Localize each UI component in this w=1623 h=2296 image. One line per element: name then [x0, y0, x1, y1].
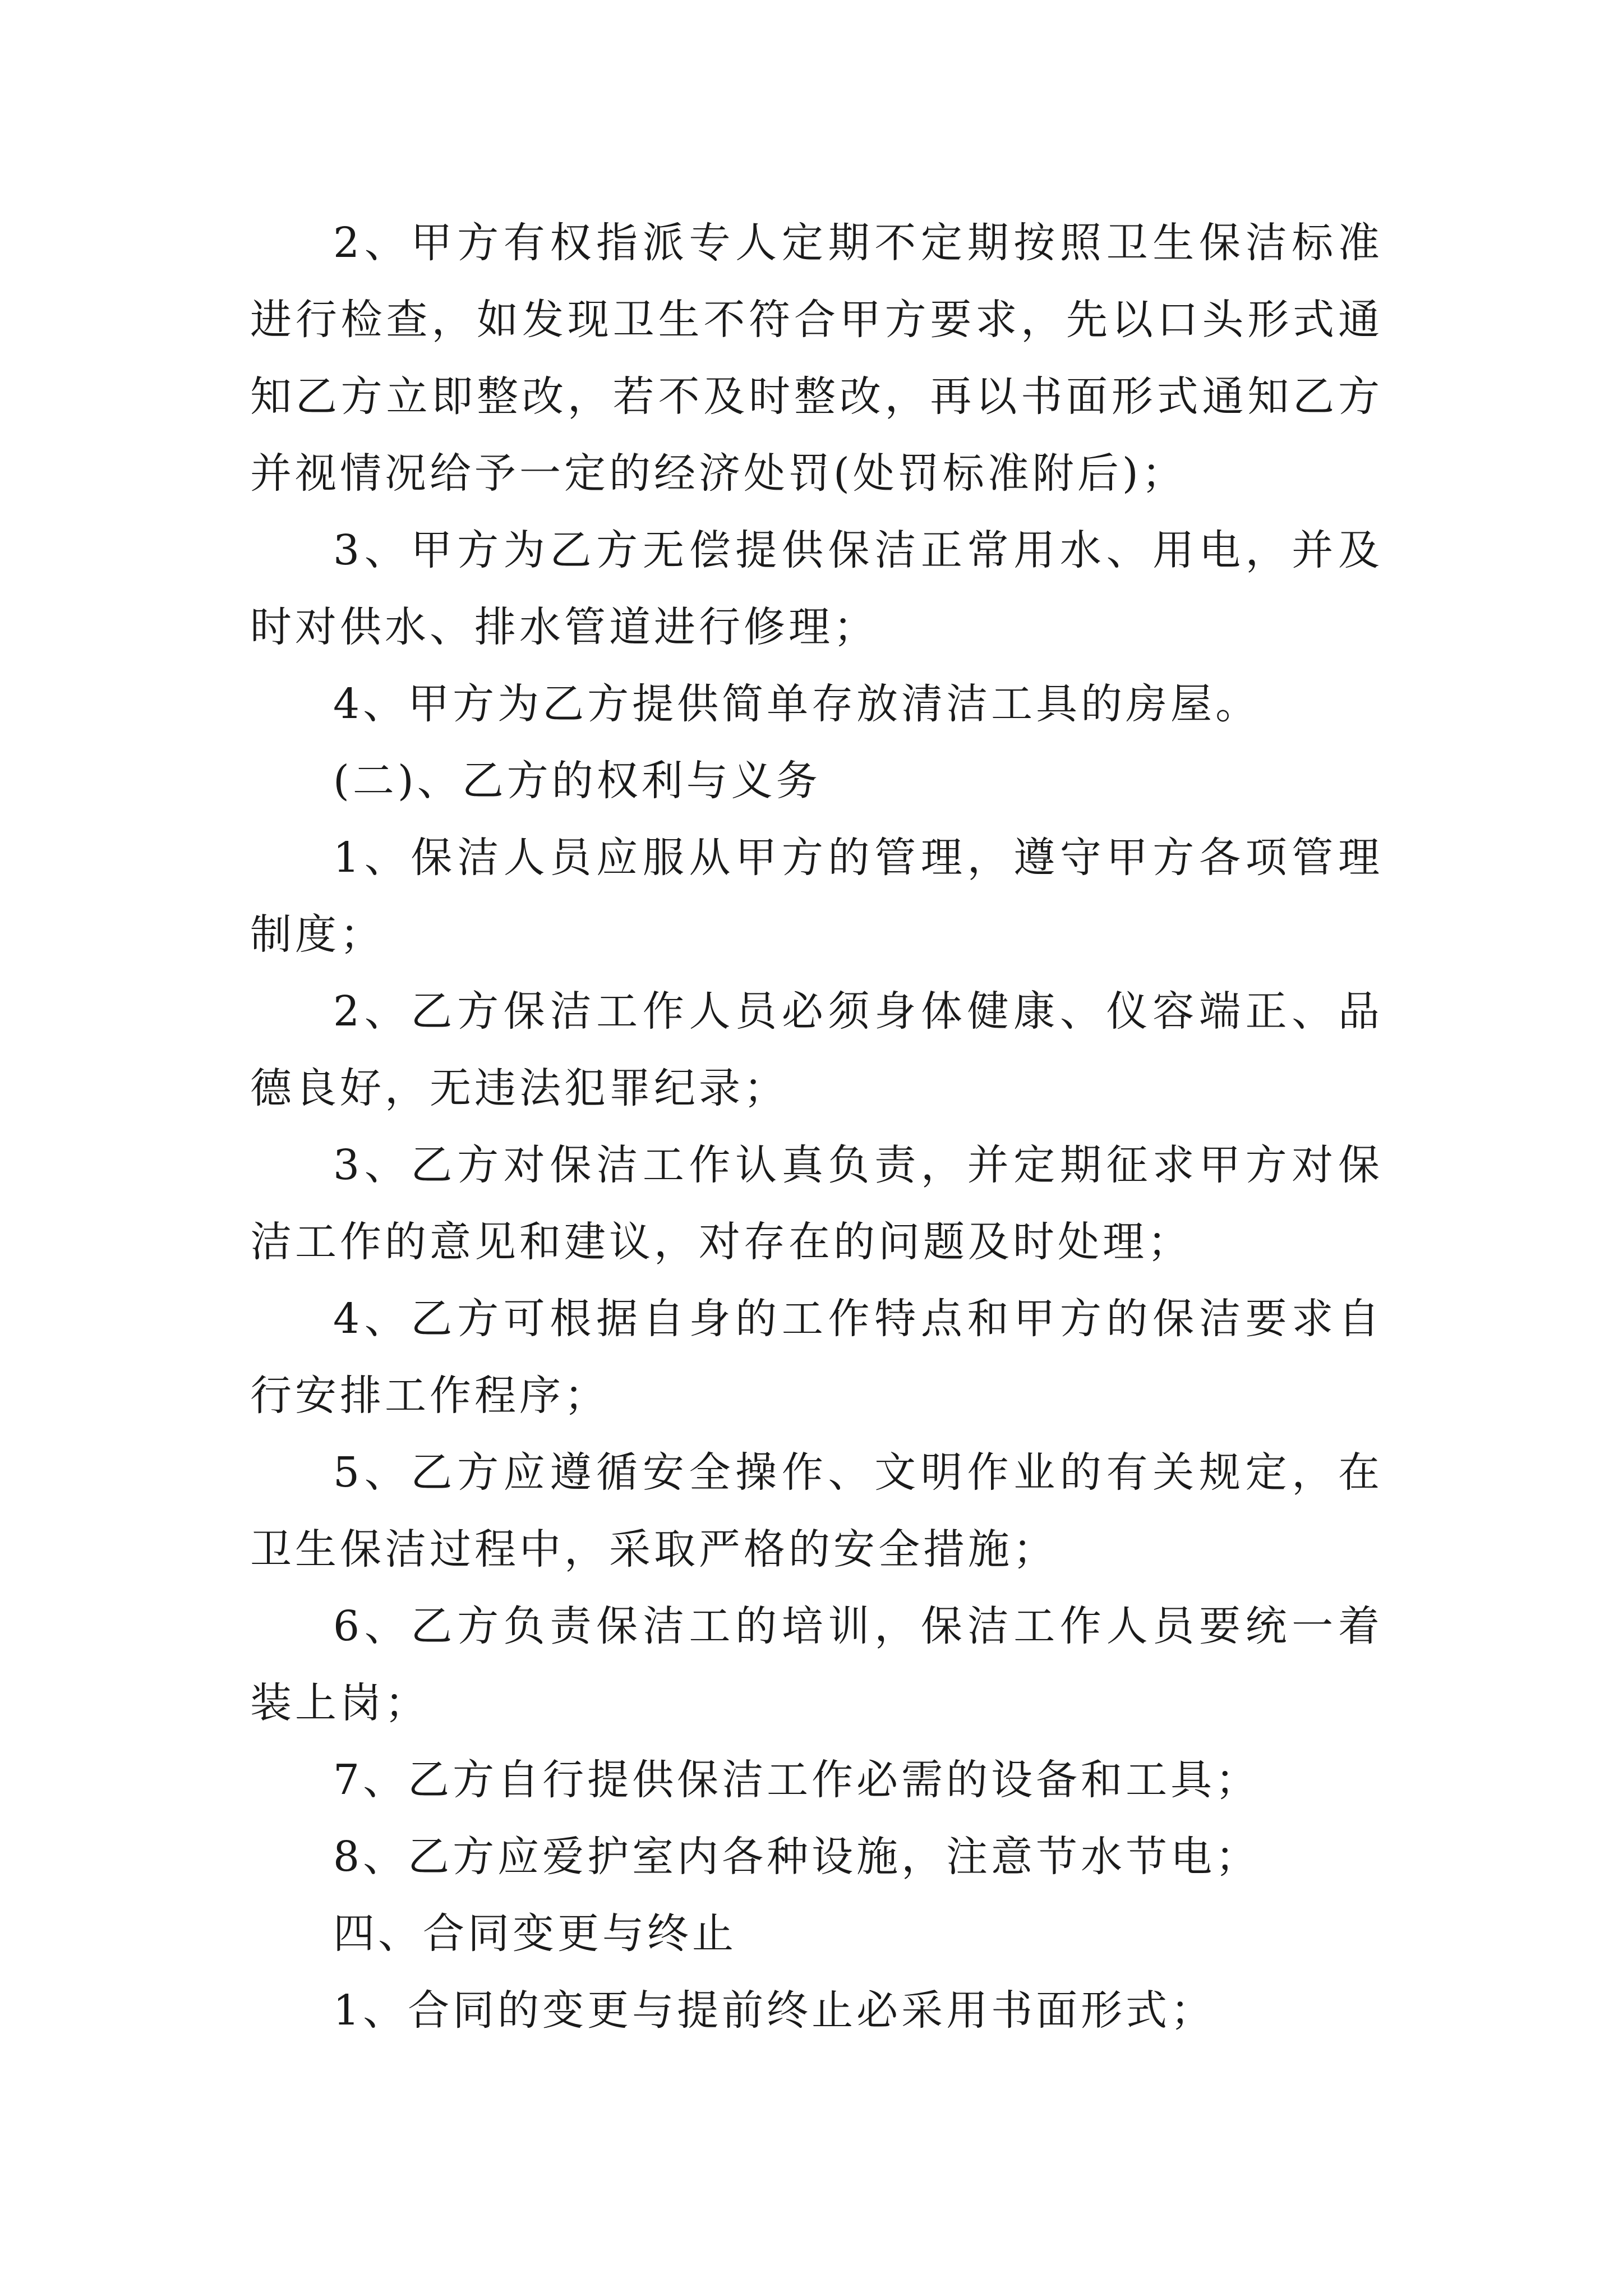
clause-contract-change-written: 1、合同的变更与提前终止必采用书面形式；: [333, 1986, 1216, 2035]
clause-party-b-safety: 5、乙方应遵循安全操作、文明作业的有关规定，在卫生保洁过程中，采取严格的安全措施；: [250, 1448, 1383, 1573]
clause-party-a-utilities: 3、甲方为乙方无偿提供保洁正常用水、用电，并及时对供水、排水管道进行修理；: [250, 526, 1383, 651]
clause-party-b-work-schedule: 4、乙方可根据自身的工作特点和甲方的保洁要求自行安排工作程序；: [250, 1295, 1383, 1420]
clause-party-b-obey-management: 1、保洁人员应服从甲方的管理，遵守甲方各项管理制度；: [250, 834, 1383, 959]
clause-party-b-responsibility: 3、乙方对保洁工作认真负责，并定期征求甲方对保洁工作的意见和建议，对存在的问题及时处理；: [250, 1141, 1383, 1266]
section-heading-party-b-rights: (二)、乙方的权利与义务: [333, 757, 821, 805]
clause-party-a-storage-room: 4、甲方为乙方提供简单存放清洁工具的房屋。: [333, 680, 1261, 728]
document-body: [250, 205, 1383, 2049]
section-heading-contract-change: 四、合同变更与终止: [333, 1910, 737, 1958]
clause-party-a-inspection: 2、甲方有权指派专人定期不定期按照卫生保洁标准进行检查，如发现卫生不符合甲方要求，先以口头形式通知乙方立即整改，若不及时整改，再以书面形式通知乙方并视情况给予一定的经济处罚(处罚标准附后)；: [250, 219, 1383, 498]
clause-party-b-training: 6、乙方负责保洁工的培训，保洁工作人员要统一着装上岗；: [250, 1602, 1383, 1727]
clause-party-b-conservation: 8、乙方应爱护室内各种设施，注意节水节电；: [333, 1833, 1261, 1881]
clause-party-b-equipment: 7、乙方自行提供保洁工作必需的设备和工具；: [333, 1756, 1261, 1804]
clause-party-b-staff-health: 2、乙方保洁工作人员必须身体健康、仪容端正、品德良好，无违法犯罪纪录；: [250, 987, 1383, 1112]
